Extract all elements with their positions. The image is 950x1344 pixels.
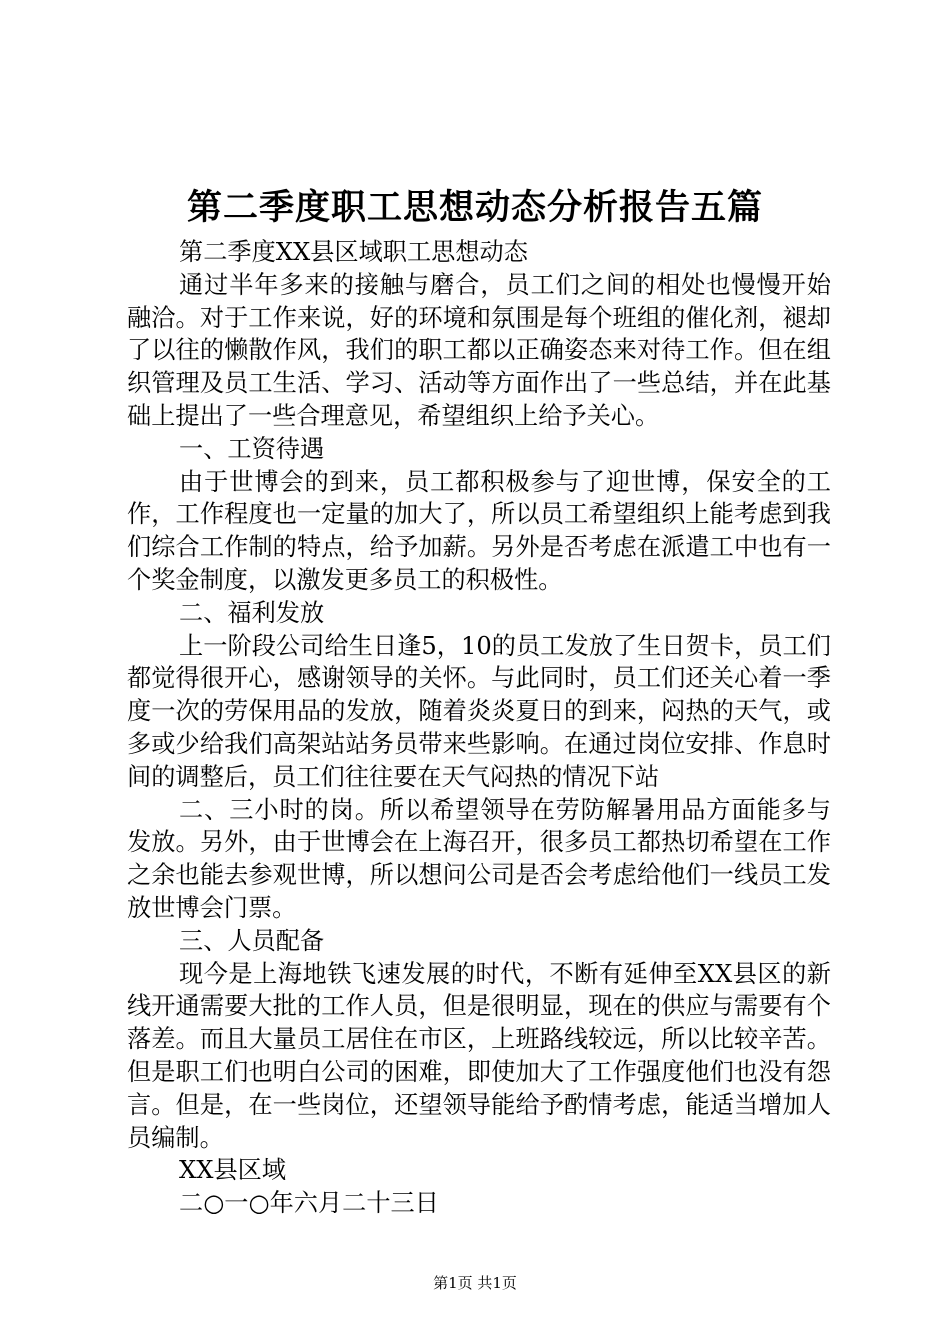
wages-paragraph: 由于世博会的到来，员工都积极参与了迎世博，保安全的工作，工作程度也一定量的加大了，所以员工希望组织上能考虑到我们综合工作制的特点，给予加薪。另外是否考虑在派遣工中也有一个奖金制度，以激发更多员工的积极性。 bbox=[127, 467, 831, 594]
signature-organization: XX县区域 bbox=[179, 1156, 287, 1185]
document-body bbox=[127, 236, 831, 1220]
intro-paragraph: 通过半年多来的接触与磨合，员工们之间的相处也慢慢开始融洽。对于工作来说，好的环境和氛围是每个班组的催化剂，褪却了以往的懒散作风，我们的职工都以正确姿态来对待工作。但在组织管理及员工生活、学习、活动等方面作出了一些总结，并在此基础上提出了一些合理意见，希望组织上给予关心。 bbox=[127, 270, 831, 430]
section-heading-welfare: 二、福利发放 bbox=[179, 598, 325, 627]
welfare-paragraph: 上一阶段公司给生日逢5，10的员工发放了生日贺卡，员工们都觉得很开心，感谢领导的关怀。与此同时，员工们还关心着一季度一次的劳保用品的发放，随着炎炎夏日的到来，闷热的天气，或多或少给我们高架站站务员带来些影响。在通过岗位安排、作息时间的调整后，员工们往往要在天气闷热的情况下站 bbox=[127, 631, 831, 791]
welfare-continued-paragraph: 二、三小时的岗。所以希望领导在劳防解暑用品方面能多与发放。另外，由于世博会在上海召开，很多员工都热切希望在工作之余也能去参观世博，所以想问公司是否会考虑给他们一线员工发放世博会门票。 bbox=[127, 795, 831, 922]
staffing-paragraph: 现今是上海地铁飞速发展的时代，不断有延伸至XX县区的新线开通需要大批的工作人员，但是很明显，现在的供应与需要有个落差。而且大量员工居住在市区，上班路线较远，所以比较辛苦。但是职工们也明白公司的困难，即使加大了工作强度他们也没有怨言。但是，在一些岗位，还望领导能给予酌情考虑，能适当增加人员编制。 bbox=[127, 959, 831, 1152]
subtitle-paragraph: 第二季度XX县区域职工思想动态 bbox=[179, 238, 528, 266]
section-heading-staffing: 三、人员配备 bbox=[179, 926, 325, 955]
signature-date: 二○一○年六月二十三日 bbox=[179, 1189, 439, 1218]
section-heading-wages: 一、工资待遇 bbox=[179, 434, 325, 463]
document-title: 第二季度职工思想动态分析报告五篇 bbox=[186, 187, 763, 228]
page-footer: 第1页 共1页 bbox=[433, 1274, 517, 1292]
